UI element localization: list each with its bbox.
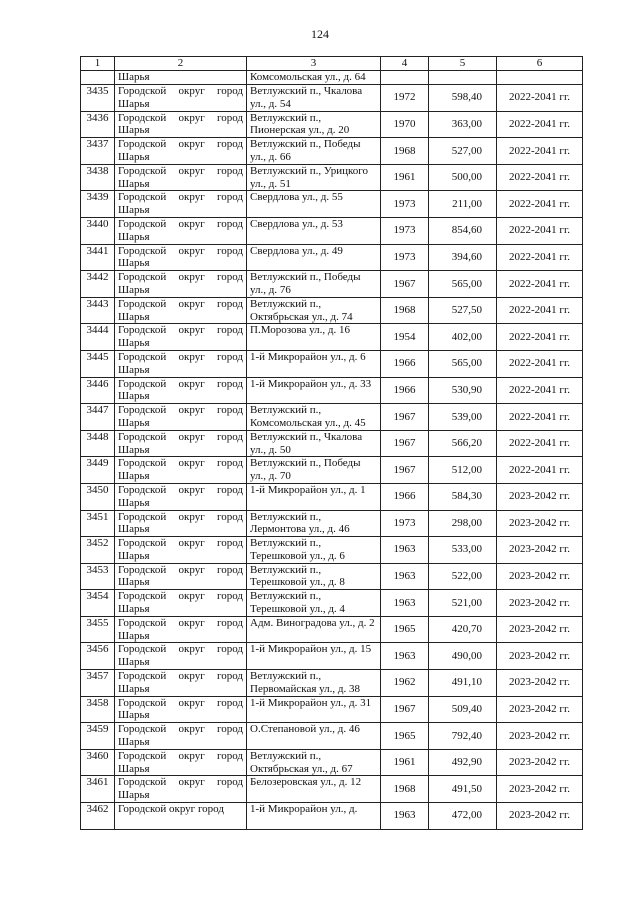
municipality-cell: Городской округ город Шарья [115,563,247,590]
area-cell: 527,50 [429,297,497,324]
row-number: 3449 [81,457,115,484]
area-cell: 533,00 [429,537,497,564]
period-cell: 2022-2041 гг. [497,217,583,244]
table-row [81,696,583,723]
address-cell: Свердлова ул., д. 49 [247,244,381,271]
year-cell: 1967 [381,404,429,431]
row-number: 3444 [81,324,115,351]
table-row [81,803,583,830]
row-number: 3458 [81,696,115,723]
year-cell: 1967 [381,430,429,457]
area-cell: 792,40 [429,723,497,750]
area-cell: 598,40 [429,85,497,112]
area-cell: 521,00 [429,590,497,617]
municipality-cell: Городской округ город Шарья [115,377,247,404]
municipality-cell: Городской округ город [115,803,247,830]
row-number: 3454 [81,590,115,617]
year-cell: 1973 [381,244,429,271]
period-cell: 2023-2042 гг. [497,537,583,564]
municipality-cell: Городской округ город Шарья [115,590,247,617]
area-cell: 363,00 [429,111,497,138]
address-cell: Ветлужский п., Первомайская ул., д. 38 [247,670,381,697]
table-row [81,324,583,351]
table-row [81,377,583,404]
municipality-cell: Городской округ город Шарья [115,430,247,457]
address-cell: Ветлужский п., Урицкого ул., д. 51 [247,164,381,191]
address-cell: Ветлужский п., Пионерская ул., д. 20 [247,111,381,138]
period-cell: 2022-2041 гг. [497,404,583,431]
municipality-cell: Городской округ город Шарья [115,749,247,776]
period-cell: 2022-2041 гг. [497,430,583,457]
period-cell: 2022-2041 гг. [497,271,583,298]
municipality-cell: Городской округ город Шарья [115,723,247,750]
period-cell: 2022-2041 гг. [497,324,583,351]
municipality-cell: Городской округ город Шарья [115,537,247,564]
area-cell: 527,00 [429,138,497,165]
municipality-cell: Городской округ город Шарья [115,696,247,723]
table-row [81,297,583,324]
municipality-cell: Городской округ город Шарья [115,670,247,697]
page-number: 124 [311,27,329,41]
address-cell: 1-й Микрорайон ул., д. 6 [247,350,381,377]
municipality-cell: Городской округ город Шарья [115,483,247,510]
municipality-cell: Городской округ город Шарья [115,776,247,803]
year-cell: 1954 [381,324,429,351]
address-cell: П.Морозова ул., д. 16 [247,324,381,351]
year-cell: 1972 [381,85,429,112]
period-cell: 2023-2042 гг. [497,616,583,643]
address-cell: Белозеровская ул., д. 12 [247,776,381,803]
table-row [81,164,583,191]
table-row [81,776,583,803]
period-cell: 2023-2042 гг. [497,776,583,803]
column-header-3: 3 [247,57,381,71]
period-cell: 2022-2041 гг. [497,457,583,484]
address-cell: Адм. Виноградова ул., д. 2 [247,616,381,643]
area-cell: 530,90 [429,377,497,404]
table-row [81,537,583,564]
municipality-cell: Городской округ город Шарья [115,191,247,218]
row-number: 3441 [81,244,115,271]
table-row [81,483,583,510]
year-cell: 1963 [381,803,429,830]
year-cell: 1961 [381,164,429,191]
address-cell: Комсомольская ул., д. 64 [247,71,381,85]
address-cell: 1-й Микрорайон ул., д. 31 [247,696,381,723]
address-cell: Ветлужский п., Терешковой ул., д. 6 [247,537,381,564]
table-row [81,138,583,165]
municipality-cell: Городской округ город Шарья [115,404,247,431]
row-number: 3440 [81,217,115,244]
address-cell: Ветлужский п., Октябрьская ул., д. 67 [247,749,381,776]
table-row [81,430,583,457]
address-cell: Ветлужский п., Терешковой ул., д. 8 [247,563,381,590]
period-cell: 2023-2042 гг. [497,803,583,830]
column-header-6: 6 [497,57,583,71]
period-cell: 2022-2041 гг. [497,111,583,138]
address-cell: Ветлужский п., Октябрьская ул., д. 74 [247,297,381,324]
period-cell: 2023-2042 гг. [497,749,583,776]
row-number: 3443 [81,297,115,324]
area-cell: 500,00 [429,164,497,191]
year-cell: 1968 [381,138,429,165]
area-cell: 491,10 [429,670,497,697]
year-cell: 1970 [381,111,429,138]
period-cell: 2023-2042 гг. [497,723,583,750]
year-cell: 1965 [381,723,429,750]
period-cell: 2022-2041 гг. [497,244,583,271]
column-header-4: 4 [381,57,429,71]
address-cell: Свердлова ул., д. 53 [247,217,381,244]
year-cell: 1968 [381,297,429,324]
row-number: 3461 [81,776,115,803]
area-cell: 584,30 [429,483,497,510]
municipality-cell: Городской округ город Шарья [115,510,247,537]
address-cell: 1-й Микрорайон ул., д. 33 [247,377,381,404]
year-cell: 1961 [381,749,429,776]
area-cell: 509,40 [429,696,497,723]
municipality-cell: Городской округ город Шарья [115,217,247,244]
municipality-cell: Городской округ город Шарья [115,271,247,298]
table-row [81,404,583,431]
row-number: 3462 [81,803,115,830]
year-cell: 1966 [381,377,429,404]
address-cell: Ветлужский п., Чкалова ул., д. 54 [247,85,381,112]
period-cell: 2023-2042 гг. [497,563,583,590]
year-cell: 1963 [381,563,429,590]
table-row [81,271,583,298]
municipality-cell: Городской округ город Шарья [115,643,247,670]
area-cell: 211,00 [429,191,497,218]
address-cell: 1-й Микрорайон ул., д. [247,803,381,830]
address-cell: Ветлужский п., Лермонтова ул., д. 46 [247,510,381,537]
address-cell: Ветлужский п., Победы ул., д. 76 [247,271,381,298]
row-number: 3455 [81,616,115,643]
municipality-cell: Городской округ город Шарья [115,244,247,271]
period-cell: 2022-2041 гг. [497,138,583,165]
address-cell: О.Степановой ул., д. 46 [247,723,381,750]
area-cell [429,71,497,85]
area-cell: 565,00 [429,271,497,298]
address-cell: Ветлужский п., Чкалова ул., д. 50 [247,430,381,457]
year-cell: 1967 [381,271,429,298]
table-row [81,590,583,617]
year-cell: 1962 [381,670,429,697]
address-cell: Ветлужский п., Комсомольская ул., д. 45 [247,404,381,431]
row-number: 3451 [81,510,115,537]
row-number: 3453 [81,563,115,590]
address-cell: Ветлужский п., Победы ул., д. 70 [247,457,381,484]
year-cell: 1967 [381,696,429,723]
year-cell: 1963 [381,643,429,670]
area-cell: 490,00 [429,643,497,670]
municipality-cell: Городской округ город Шарья [115,297,247,324]
table-row [81,670,583,697]
row-number: 3446 [81,377,115,404]
table-row [81,85,583,112]
municipality-cell: Городской округ город Шарья [115,616,247,643]
period-cell: 2022-2041 гг. [497,377,583,404]
year-cell: 1973 [381,217,429,244]
area-cell: 420,70 [429,616,497,643]
table-row [81,749,583,776]
area-cell: 522,00 [429,563,497,590]
period-cell: 2023-2042 гг. [497,590,583,617]
period-cell: 2023-2042 гг. [497,643,583,670]
municipality-cell: Городской округ город Шарья [115,138,247,165]
period-cell: 2023-2042 гг. [497,510,583,537]
row-number: 3457 [81,670,115,697]
table-row [81,643,583,670]
period-cell: 2022-2041 гг. [497,350,583,377]
column-header-5: 5 [429,57,497,71]
row-number: 3438 [81,164,115,191]
period-cell: 2023-2042 гг. [497,670,583,697]
row-number: 3448 [81,430,115,457]
municipality-cell: Городской округ город Шарья [115,457,247,484]
area-cell: 492,90 [429,749,497,776]
year-cell: 1973 [381,191,429,218]
table-row [81,510,583,537]
housing-registry-table [80,56,583,830]
municipality-cell: Городской округ город Шарья [115,111,247,138]
row-number: 3437 [81,138,115,165]
table-row [81,191,583,218]
municipality-cell: Городской округ город Шарья [115,85,247,112]
table-row [81,350,583,377]
row-number: 3460 [81,749,115,776]
table-row [81,563,583,590]
period-cell [497,71,583,85]
period-cell: 2022-2041 гг. [497,164,583,191]
period-cell: 2022-2041 гг. [497,191,583,218]
address-cell: Ветлужский п., Победы ул., д. 66 [247,138,381,165]
row-number: 3435 [81,85,115,112]
area-cell: 394,60 [429,244,497,271]
period-cell: 2022-2041 гг. [497,297,583,324]
year-cell: 1967 [381,457,429,484]
column-header-1: 1 [81,57,115,71]
column-number-header-row [81,57,583,71]
year-cell: 1963 [381,537,429,564]
area-cell: 512,00 [429,457,497,484]
area-cell: 472,00 [429,803,497,830]
area-cell: 491,50 [429,776,497,803]
row-number: 3442 [81,271,115,298]
column-header-2: 2 [115,57,247,71]
row-number: 3452 [81,537,115,564]
table-row [81,244,583,271]
row-number: 3450 [81,483,115,510]
row-number: 3439 [81,191,115,218]
table-row [81,111,583,138]
municipality-cell: Городской округ город Шарья [115,164,247,191]
municipality-cell: Шарья [115,71,247,85]
year-cell: 1963 [381,590,429,617]
table-row [81,217,583,244]
area-cell: 539,00 [429,404,497,431]
row-number: 3445 [81,350,115,377]
row-number: 3447 [81,404,115,431]
municipality-cell: Городской округ город Шарья [115,350,247,377]
address-cell: Свердлова ул., д. 55 [247,191,381,218]
row-number: 3456 [81,643,115,670]
period-cell: 2022-2041 гг. [497,85,583,112]
area-cell: 565,00 [429,350,497,377]
row-number [81,71,115,85]
period-cell: 2023-2042 гг. [497,483,583,510]
year-cell: 1966 [381,350,429,377]
table-row [81,723,583,750]
table-row [81,616,583,643]
address-cell: Ветлужский п., Терешковой ул., д. 4 [247,590,381,617]
year-cell: 1965 [381,616,429,643]
area-cell: 566,20 [429,430,497,457]
year-cell: 1966 [381,483,429,510]
table-row [81,457,583,484]
area-cell: 854,60 [429,217,497,244]
area-cell: 402,00 [429,324,497,351]
row-number: 3436 [81,111,115,138]
address-cell: 1-й Микрорайон ул., д. 15 [247,643,381,670]
continuation-row [81,71,583,85]
address-cell: 1-й Микрорайон ул., д. 1 [247,483,381,510]
area-cell: 298,00 [429,510,497,537]
year-cell: 1968 [381,776,429,803]
period-cell: 2023-2042 гг. [497,696,583,723]
row-number: 3459 [81,723,115,750]
year-cell [381,71,429,85]
year-cell: 1973 [381,510,429,537]
municipality-cell: Городской округ город Шарья [115,324,247,351]
